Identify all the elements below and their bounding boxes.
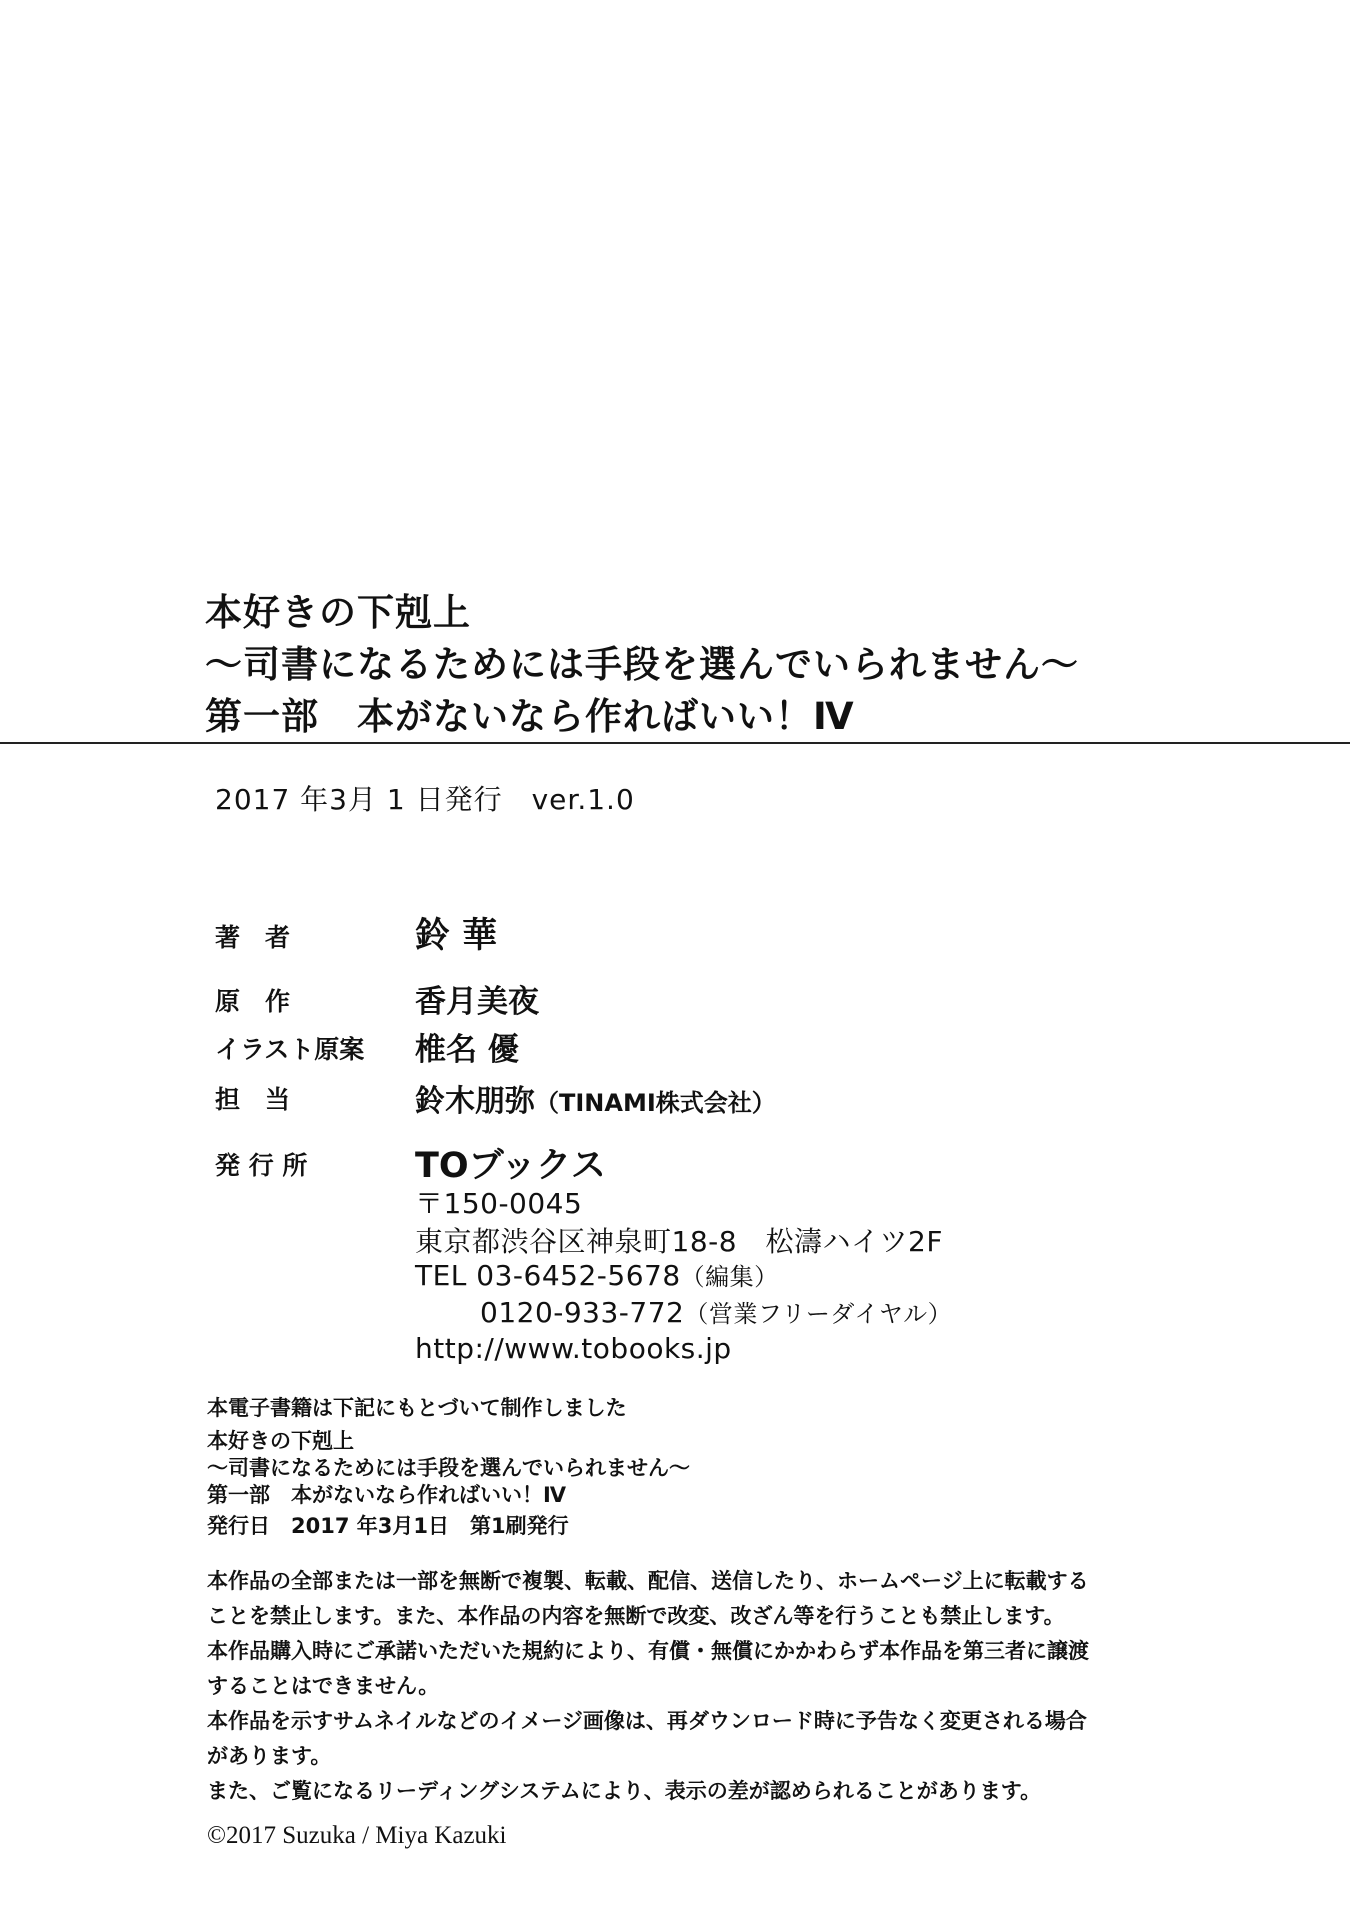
notice-line-4: することはできません。 [207,1674,440,1698]
freedial-note: （営業フリーダイヤル） [684,1300,953,1328]
editor-label [215,1080,353,1116]
publisher-label [215,1146,353,1182]
illustration-label-text: イラスト原案 [215,1035,365,1064]
original-author-name: 香月美夜 [415,984,539,1020]
illustrator-name: 椎名 優 [415,1032,519,1068]
notice-line-5: 本作品を示すサムネイルなどのイメージ画像は、再ダウンロード時に予告なく変更される場合 [207,1709,1087,1733]
copyright-notice: ©2017 Suzuka / Miya Kazuki [207,1822,507,1849]
original-author-label-text: 原 作 [215,987,291,1016]
author-label [215,918,353,954]
publication-date: 2017 年3月 1 日発行 ver.1.0 [215,783,635,816]
illustration-label [215,1030,365,1066]
postal-code: 〒150-0045 [415,1187,583,1220]
basis-heading: 本電子書籍は下記にもとづいて制作しました [207,1396,627,1420]
basis-issue-date: 発行日 2017 年3月1日 第1刷発行 [207,1514,569,1538]
notice-line-2: ことを禁止します。また、本作品の内容を無断で改変、改ざん等を行うことも禁止します。 [207,1604,1065,1628]
editor-name: 鈴木朋弥 [415,1084,535,1119]
editor-credit [415,1076,776,1120]
telephone-line [415,1257,779,1292]
author-label-text: 著 者 [215,923,291,952]
basis-volume: 第一部 本がないなら作ればいい！Ⅳ [207,1483,567,1507]
freedial-number: 0120-933-772 [480,1296,685,1329]
publisher-url: http://www.tobooks.jp [415,1332,732,1365]
book-title: 本好きの下剋上 [205,591,471,634]
book-subtitle: ～司書になるためには手段を選んでいられません～ [205,643,1079,686]
notice-line-6: があります。 [207,1744,332,1768]
notice-line-7: また、ご覧になるリーディングシステムにより、表示の差が認められることがあります。 [207,1779,1042,1803]
book-volume-title: 第一部 本がないなら作ればいい！Ⅳ [205,695,855,738]
telephone-number: TEL 03-6452-5678 [415,1259,681,1292]
notice-line-1: 本作品の全部または一部を無断で複製、転載、配信、送信したり、ホームページ上に転載する [207,1569,1089,1593]
editor-label-text: 担 当 [215,1085,291,1114]
publisher-name: TOブックス [415,1146,606,1186]
basis-subtitle: ～司書になるためには手段を選んでいられません～ [207,1456,690,1480]
notice-line-3: 本作品購入時にご承諾いただいた規約により、有償・無償にかかわらず本作品を第三者に譲渡 [207,1639,1089,1663]
editor-company: （TINAMI株式会社） [535,1089,776,1117]
freedial-line [480,1294,952,1329]
original-author-label [215,982,353,1018]
street-address: 東京都渋谷区神泉町18-8 松濤ハイツ2F [415,1225,943,1258]
basis-title: 本好きの下剋上 [207,1429,354,1453]
author-name: 鈴 華 [415,916,498,956]
telephone-note: （編集） [680,1263,779,1291]
title-divider [0,742,1350,744]
publisher-label-text: 発 行 所 [215,1151,308,1180]
